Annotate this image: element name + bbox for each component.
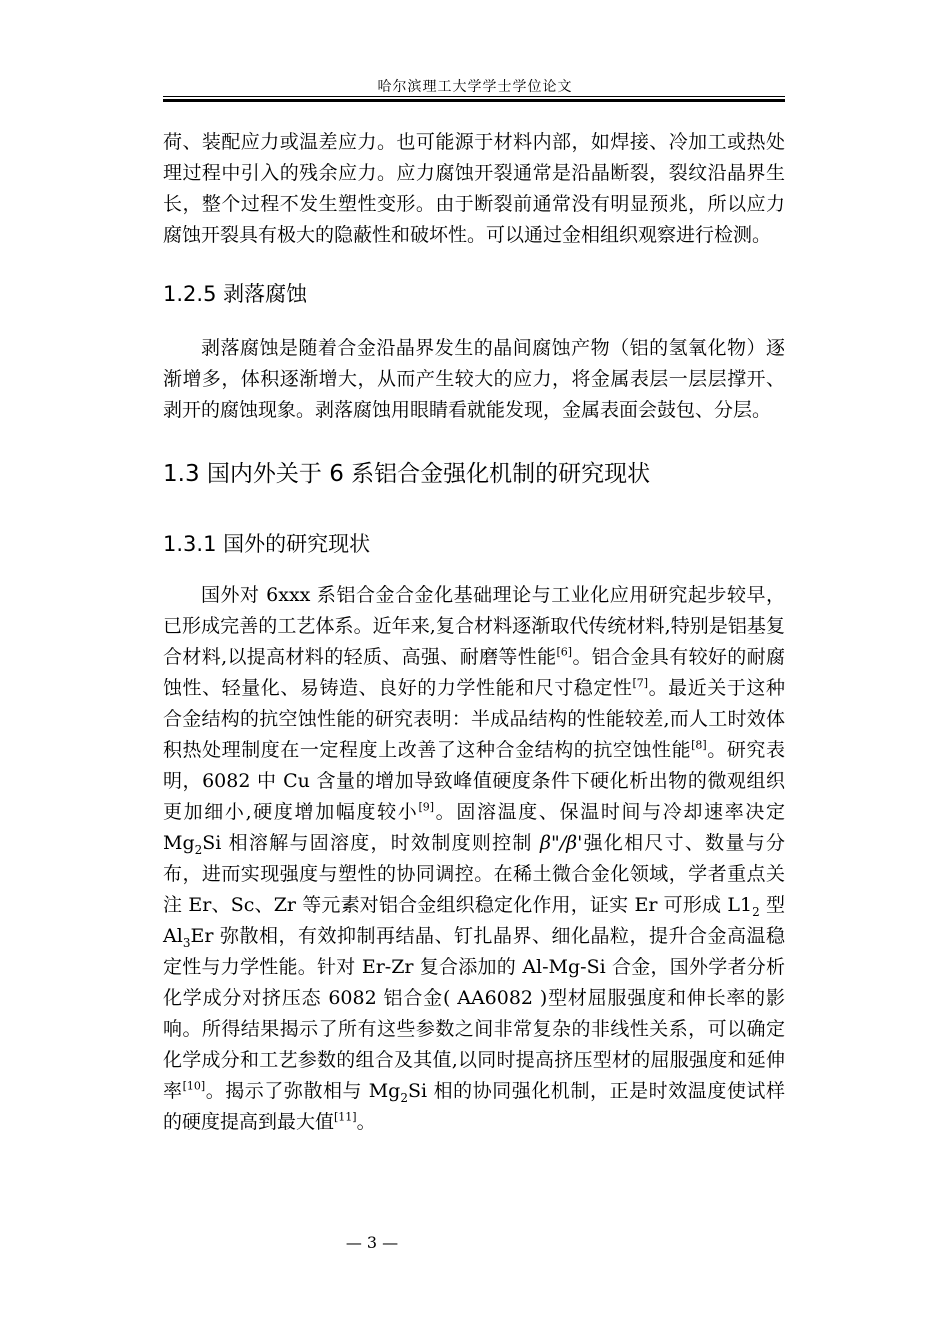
heading-1-2-5: 1.2.5 剥落腐蚀 <box>163 282 308 306</box>
citation-7: [7] <box>632 676 649 690</box>
citation-11: [11] <box>334 1110 357 1124</box>
citation-10: [10] <box>182 1079 206 1093</box>
citation-6: [6] <box>556 645 573 659</box>
header-rule-thick <box>163 99 785 102</box>
heading-1-3-1: 1.3.1 国外的研究现状 <box>163 532 371 556</box>
citation-8: [8] <box>691 738 707 752</box>
text-run: 型 Al <box>163 894 785 947</box>
citation-9: [9] <box>418 800 435 814</box>
subscript-2: 2 <box>400 1090 408 1105</box>
text-run: Er 弥散相，有效抑制再结晶、钉扎晶界、细化晶粒，提升合金高温稳定性与力学性能。针对 Er-Zr 复合添加的 Al-Mg-Si 合金，国外学者分析化学成分对挤压态 6082 铝合金( AA6082 )型材屈服强度和伸长率的影响。所得结果揭示了所有这些参数之间非常复杂的非线性关系，可以确定化学成分和工艺参数的组合及其值,以同时提高挤压型材的屈服强度和延伸率 <box>163 925 785 1102</box>
heading-1-3: 1.3 国内外关于 6 系铝合金强化机制的研究现状 <box>163 461 651 487</box>
subscript-2: 2 <box>752 904 760 919</box>
text-run: 。研究表明，6082 中 Cu 含量的增加导致峰值硬度条件下硬化析出物的微观组织更加细小,硬度增加幅度较小 <box>163 739 785 823</box>
page-number: — 3 — <box>345 1233 399 1252</box>
text-run: 。 <box>356 1111 376 1133</box>
paragraph-stress-corrosion: 荷、装配应力或温差应力。也可能源于材料内部，如焊接、冷加工或热处理过程中引入的残余应力。应力腐蚀开裂通常是沿晶断裂，裂纹沿晶界生长，整个过程不发生塑性变形。由于断裂前通常没有明显预兆，所以应力腐蚀开裂具有极大的隐蔽性和破坏性。可以通过金相组织观察进行检测。 <box>163 131 785 246</box>
text-run: 。最近关于这种合金结构的抗空蚀性能的研究表明：半成品结构的性能较差,而人工时效体积热处理制度在一定程度上改善了这种合金结构的抗空蚀性能 <box>163 677 785 761</box>
text-run: 。固溶温度、保温时间与冷却速率决定 Mg <box>163 801 785 854</box>
text-run: 强化相尺寸、数量与分布，进而实现强度与塑性的协同调控。在稀土微合金化领域，学者重点关注 Er、Sc、Zr 等元素对铝合金组织稳定化作用，证实 Er 可形成 L1 <box>163 832 785 916</box>
paragraph-foreign-research <box>163 580 785 1138</box>
beta-symbol: β"/β' <box>539 832 583 854</box>
text-run: 。铝合金具有较好的耐腐蚀性、轻量化、易铸造、良好的力学性能和尺寸稳定性 <box>163 646 785 699</box>
subscript-3: 3 <box>182 935 191 950</box>
paragraph-exfoliation: 剥落腐蚀是随着合金沿晶界发生的晶间腐蚀产物（铝的氢氧化物）逐渐增多，体积逐渐增大，从而产生较大的应力，将金属表层一层层撑开、剥开的腐蚀现象。剥落腐蚀用眼睛看就能发现，金属表面会鼓包、分层。 <box>163 337 785 421</box>
subscript-2: 2 <box>194 842 203 857</box>
header-rule-thin <box>163 96 785 97</box>
text-run: Si 相的协同强化机制，正是时效温度使试样的硬度提高到最大值 <box>163 1080 785 1133</box>
text-run: 。揭示了弥散相与 Mg <box>205 1080 401 1102</box>
page-body <box>163 127 785 1138</box>
text-run: 国外对 6xxx 系铝合金合金化基础理论与工业化应用研究起步较早，已形成完善的工艺体系。近年来,复合材料逐渐取代传统材料,特别是铝基复合材料,以提高材料的轻质、高强、耐磨等性能 <box>163 584 785 668</box>
text-run: Si 相溶解与固溶度，时效制度则控制 <box>202 832 540 854</box>
header-title: 哈尔滨理工大学学士学位论文 <box>377 79 573 95</box>
